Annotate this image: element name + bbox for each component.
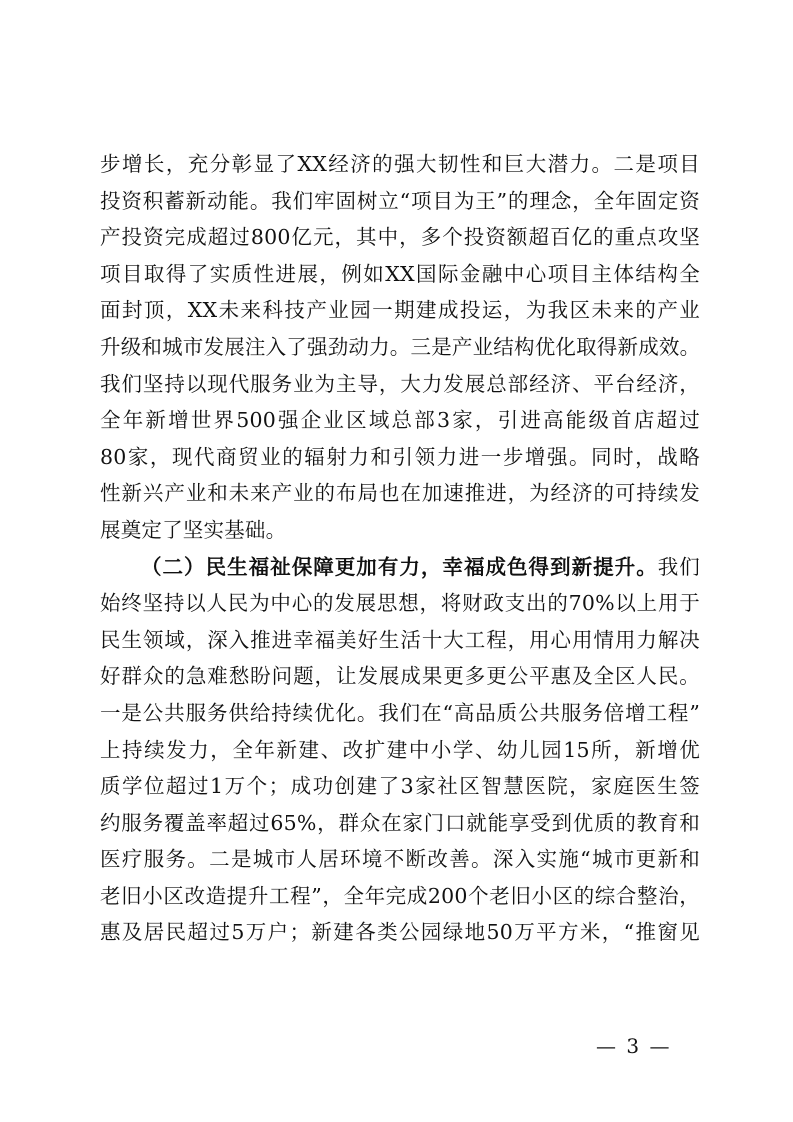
paragraph-line: 展奠定了坚实基础。 bbox=[100, 517, 287, 542]
paragraph-line: 约服务覆盖率超过65%，群众在家门口就能享受到优质的教育和 bbox=[100, 810, 700, 835]
paragraph-line: 始终坚持以人民为中心的发展思想，将财政支出的70%以上用于 bbox=[100, 591, 700, 616]
paragraph-line: 投资积蓄新动能。我们牢固树立“项目为王”的理念，全年固定资 bbox=[100, 188, 700, 213]
body-text bbox=[100, 146, 700, 951]
paragraph-line: 一是公共服务供给持续优化。我们在“高品质公共服务倍增工程” bbox=[100, 700, 700, 725]
paragraph-line: 面封顶，XX未来科技产业园一期建成投运，为我区未来的产业 bbox=[100, 298, 700, 323]
paragraph-line: 老旧小区改造提升工程”，全年完成200个老旧小区的综合整治， bbox=[100, 883, 700, 908]
paragraph-line: 产投资完成超过800亿元，其中，多个投资额超百亿的重点攻坚 bbox=[100, 225, 700, 250]
paragraph-line: 项目取得了实质性进展，例如XX国际金融中心项目主体结构全 bbox=[100, 261, 700, 286]
paragraph-line: 我们坚持以现代服务业为主导，大力发展总部经济、平台经济， bbox=[100, 371, 700, 396]
section-heading-tail: 我们 bbox=[657, 554, 700, 579]
paragraph-line: 惠及居民超过5万户；新建各类公园绿地50万平方米，“推窗见 bbox=[100, 920, 700, 945]
paragraph-line: 医疗服务。二是城市人居环境不断改善。深入实施“城市更新和 bbox=[100, 847, 700, 872]
section-heading-line bbox=[100, 549, 700, 586]
paragraph-line: 步增长，充分彰显了XX经济的强大韧性和巨大潜力。二是项目 bbox=[100, 152, 700, 176]
paragraph-line: 性新兴产业和未来产业的布局也在加速推进，为经济的可持续发 bbox=[100, 481, 700, 506]
paragraph-line: 上持续发力，全年新建、改扩建中小学、幼儿园15所，新增优 bbox=[100, 737, 700, 762]
paragraph-line: 质学位超过1万个；成功创建了3家社区智慧医院，家庭医生签 bbox=[100, 774, 700, 799]
paragraph-line: 80家，现代商贸业的辐射力和引领力进一步增强。同时，战略 bbox=[100, 444, 700, 469]
paragraph-line: 民生领域，深入推进幸福美好生活十大工程，用心用情用力解决 bbox=[100, 627, 700, 652]
paragraph-line: 好群众的急难愁盼问题，让发展成果更多更公平惠及全区人民。 bbox=[100, 664, 700, 689]
paragraph-line: 升级和城市发展注入了强劲动力。三是产业结构优化取得新成效。 bbox=[100, 334, 701, 359]
paragraph-line: 全年新增世界500强企业区域总部3家，引进高能级首店超过 bbox=[100, 408, 700, 433]
section-heading: （二）民生福祉保障更加有力，幸福成色得到新提升。 bbox=[141, 554, 658, 579]
page-number: — 3 — bbox=[596, 1034, 672, 1058]
